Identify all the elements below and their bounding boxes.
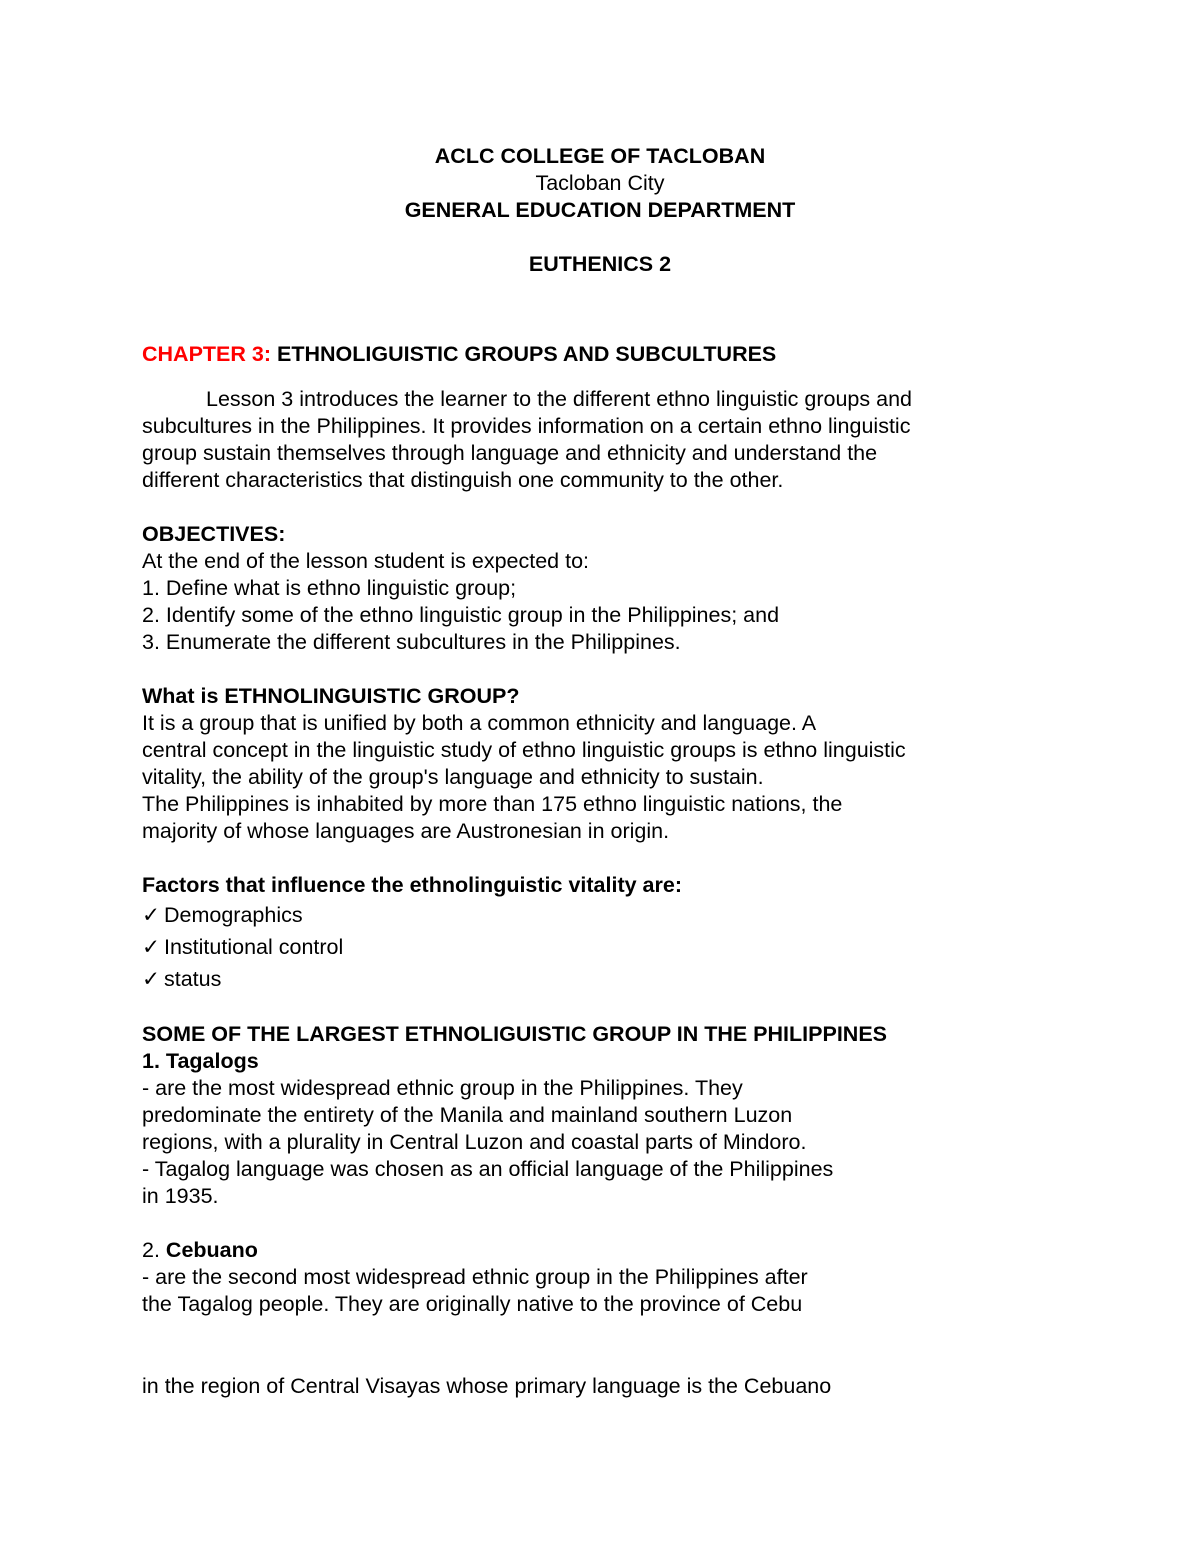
intro-line: group sustain themselves through language and ethnicity and understand the <box>142 441 878 465</box>
group-number: 1. <box>142 1049 160 1073</box>
tagalog-line: regions, with a plurality in Central Luzon and coastal parts of Mindoro. <box>142 1130 807 1154</box>
factor-item <box>142 902 303 929</box>
definition-line: The Philippines is inhabited by more than 175 ethno linguistic nations, the <box>142 792 843 816</box>
tagalog-line: predominate the entirety of the Manila and mainland southern Luzon <box>142 1103 793 1127</box>
definition-line: It is a group that is unified by both a common ethnicity and language. A <box>142 711 817 735</box>
course-title: EUTHENICS 2 <box>528 252 672 276</box>
cebuano-line: - are the second most widespread ethnic group in the Philippines after <box>142 1265 808 1289</box>
intro-line: Lesson 3 introduces the learner to the different ethno linguistic groups and <box>206 387 912 411</box>
factor-label: Institutional control <box>164 935 344 959</box>
tagalog-line: - are the most widespread ethnic group in the Philippines. They <box>142 1076 743 1100</box>
group-heading-tagalog <box>142 1048 259 1075</box>
group-number: 2. <box>142 1238 160 1262</box>
intro-line: subcultures in the Philippines. It provides information on a certain ethno linguistic <box>142 414 911 438</box>
college-city: Tacloban City <box>535 171 665 195</box>
objectives-lead: At the end of the lesson student is expected to: <box>142 549 590 573</box>
department-name: GENERAL EDUCATION DEPARTMENT <box>404 198 796 222</box>
factor-item <box>142 966 221 993</box>
group-name: Tagalogs <box>159 1049 259 1073</box>
chapter-title: ETHNOLIGUISTIC GROUPS AND SUBCULTURES <box>271 342 777 366</box>
cebuano-line: the Tagalog people. They are originally native to the province of Cebu <box>142 1292 803 1316</box>
largest-groups-heading: SOME OF THE LARGEST ETHNOLIGUISTIC GROUP IN THE PHILIPPINES <box>142 1022 887 1046</box>
cebuano-continued-line: in the region of Central Visayas whose primary language is the Cebuano <box>142 1374 832 1398</box>
definition-line: central concept in the linguistic study of ethno linguistic groups is ethno linguistic <box>142 738 906 762</box>
college-name: ACLC COLLEGE OF TACLOBAN <box>434 144 766 168</box>
factor-label: status <box>164 967 222 991</box>
definition-line: vitality, the ability of the group's language and ethnicity to sustain. <box>142 765 764 789</box>
tagalog-line: - Tagalog language was chosen as an official language of the Philippines <box>142 1157 834 1181</box>
definition-line: majority of whose languages are Austronesian in origin. <box>142 819 670 843</box>
tagalog-line: in 1935. <box>142 1184 219 1208</box>
objective-item: 3. Enumerate the different subcultures in the Philippines. <box>142 630 681 654</box>
definition-heading: What is ETHNOLINGUISTIC GROUP? <box>142 684 520 708</box>
group-name: Cebuano <box>159 1238 258 1262</box>
objective-item: 2. Identify some of the ethno linguistic group in the Philippines; and <box>142 603 780 627</box>
check-mark-icon: ✓ <box>142 903 161 927</box>
check-mark-icon: ✓ <box>142 935 161 959</box>
check-mark-icon: ✓ <box>142 967 161 991</box>
objectives-heading: OBJECTIVES: <box>142 522 286 546</box>
factors-heading: Factors that influence the ethnolinguistic vitality are: <box>142 873 682 897</box>
intro-line: different characteristics that distinguish one community to the other. <box>142 468 784 492</box>
group-heading-cebuano <box>142 1237 258 1264</box>
objective-item: 1. Define what is ethno linguistic group; <box>142 576 517 600</box>
chapter-label: CHAPTER 3: <box>142 342 272 366</box>
factor-item <box>142 934 343 961</box>
chapter-heading <box>142 341 776 368</box>
factor-label: Demographics <box>164 903 303 927</box>
